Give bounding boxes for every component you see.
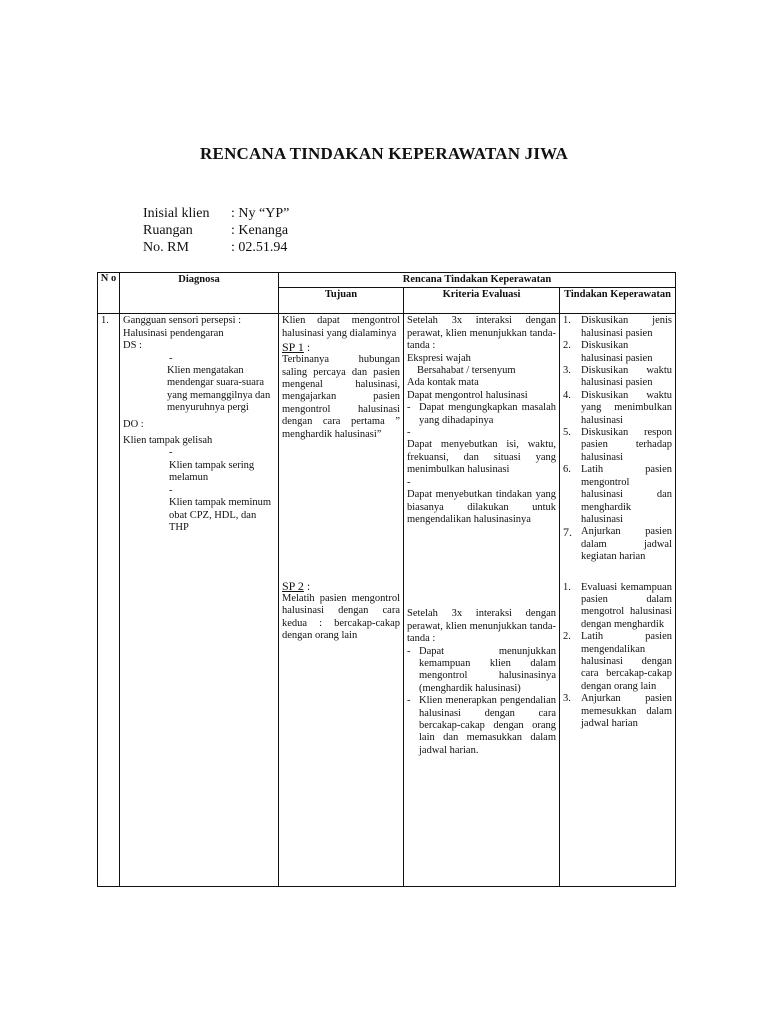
- list-item: 7. Anjurkan pasien dalam jadwal kegiatan harian: [563, 525, 672, 563]
- table-row: [98, 314, 676, 887]
- header-kriteria: Kriteria Evaluasi: [404, 288, 560, 314]
- kriteria-line: Ekspresi wajah: [407, 352, 471, 364]
- kriteria-line: Dapat menyebutkan isi, waktu, frekuansi, dan situasi yang menimbulkan halusinasi: [407, 439, 556, 476]
- do-label: DO :: [123, 418, 144, 430]
- sp1-text: Terbinanya hubungan saling percaya dan pasien mengenal halusinasi, mengajarkan pasien mengontrol halusinasi dengan cara pertama ” menghardik halusinasi”: [282, 354, 400, 440]
- list-item: - Klien menerapkan pengendalian halusinasi dengan cara bercakap-cakap dengan orang lain dan memasukkan dalam jadwal harian.: [407, 695, 556, 756]
- kriteria-line: Dapat menyebutkan tindakan yang biasanya dilakukan untuk mengendalikan halusinasinya: [407, 489, 556, 525]
- tujuan-cell: [279, 314, 404, 887]
- kriteria-cell: [404, 314, 560, 887]
- patient-info: [143, 205, 289, 256]
- ds-item: Klien mengatakan mendengar suara-suara yang memanggilnya dan menyuruhnya pergi: [167, 365, 271, 414]
- header-diagnosa: Diagnosa: [120, 273, 279, 314]
- info-label: Inisial klien: [143, 206, 210, 221]
- do-line: Klien tampak gelisah: [123, 435, 213, 447]
- info-row-inisial: [143, 205, 289, 222]
- list-item: - Dapat menunjukkan kemampuan klien dalam mengontrol halusinasinya (menghardik halusinasi): [407, 645, 556, 694]
- sp1-label: SP 1: [282, 340, 304, 355]
- list-dash: -: [407, 476, 411, 488]
- header-no: N o: [98, 273, 120, 314]
- info-label: No. RM: [143, 240, 189, 255]
- list-dash: -: [169, 447, 173, 459]
- kriteria-intro: Setelah 3x interaksi dengan perawat, klien menunjukkan tanda-tanda :: [407, 315, 556, 352]
- kriteria-line: Ada kontak mata: [407, 377, 479, 389]
- list-item: - Dapat mengungkapkan masalah yang dihadapinya: [407, 402, 556, 426]
- list-item: 3. Diskusikan waktu halusinasi pasien: [563, 365, 672, 389]
- do-item: Klien tampak sering melamun: [169, 459, 255, 484]
- page-title: RENCANA TINDAKAN KEPERAWATAN JIWA: [200, 144, 568, 163]
- row-number: 1.: [98, 314, 120, 887]
- header-rencana: Rencana Tindakan Keperawatan: [279, 273, 676, 288]
- sp2-text: Melatih pasien mengontrol halusinasi dengan cara kedua : bercakap-cakap dengan orang lain: [282, 593, 400, 642]
- care-plan-table: [97, 272, 676, 887]
- info-value: : 02.51.94: [231, 240, 288, 255]
- diagnosa-line: Gangguan sensori persepsi :: [123, 315, 242, 327]
- list-item: 2. Latih pasien mengendalikan halusinasi dengan cara bercakap-cakap dengan orang lain: [563, 631, 672, 692]
- list-item: 1. Evaluasi kemampuan pasien dalam mengotrol halusinasi dengan menghardik: [563, 581, 672, 630]
- ds-label: DS :: [123, 340, 142, 352]
- header-tindakan: Tindakan Keperawatan: [560, 288, 676, 314]
- kriteria-line: Bersahabat / tersenyum: [417, 365, 516, 377]
- sp2-label: SP 2: [282, 579, 304, 594]
- tindakan-cell: [560, 314, 676, 887]
- kriteria-line: Dapat mengontrol halusinasi: [407, 389, 528, 401]
- list-item: 1. Diskusikan jenis halusinasi pasien: [563, 315, 672, 339]
- sp1-colon: :: [303, 340, 311, 355]
- list-dash: -: [169, 484, 173, 496]
- kriteria-intro-sp2: Setelah 3x interaksi dengan perawat, klien menunjukkan tanda-tanda :: [407, 608, 556, 645]
- list-item: 4. Diskusikan waktu yang menimbulkan halusinasi: [563, 389, 672, 426]
- header-tujuan: Tujuan: [279, 288, 404, 314]
- do-item: Klien tampak meminum obat CPZ, HDL, dan THP: [169, 497, 272, 533]
- diagnosa-line: Halusinasi pendengaran: [123, 327, 224, 339]
- diagnosa-cell: [120, 314, 279, 887]
- info-value: : Kenanga: [231, 223, 289, 238]
- info-label: Ruangan: [143, 223, 193, 238]
- tujuan-intro: Klien dapat mengontrol halusinasi yang dialaminya: [282, 315, 400, 339]
- list-dash: -: [407, 427, 411, 439]
- sp2-colon: :: [303, 579, 311, 594]
- list-dash: -: [169, 352, 173, 364]
- list-item: 2. Diskusikan halusinasi pasien: [563, 340, 653, 364]
- list-item: 3. Anjurkan pasien memesukkan dalam jadwal harian: [563, 693, 672, 729]
- info-value: : Ny “YP”: [231, 206, 290, 221]
- list-item: 5. Diskusikan respon pasien terhadap halusinasi: [563, 427, 672, 463]
- list-item: 6. Latih pasien mengontrol halusinasi dan menghardik halusinasi: [563, 464, 672, 525]
- info-row-no-rm: [143, 239, 289, 256]
- info-row-ruangan: [143, 222, 289, 239]
